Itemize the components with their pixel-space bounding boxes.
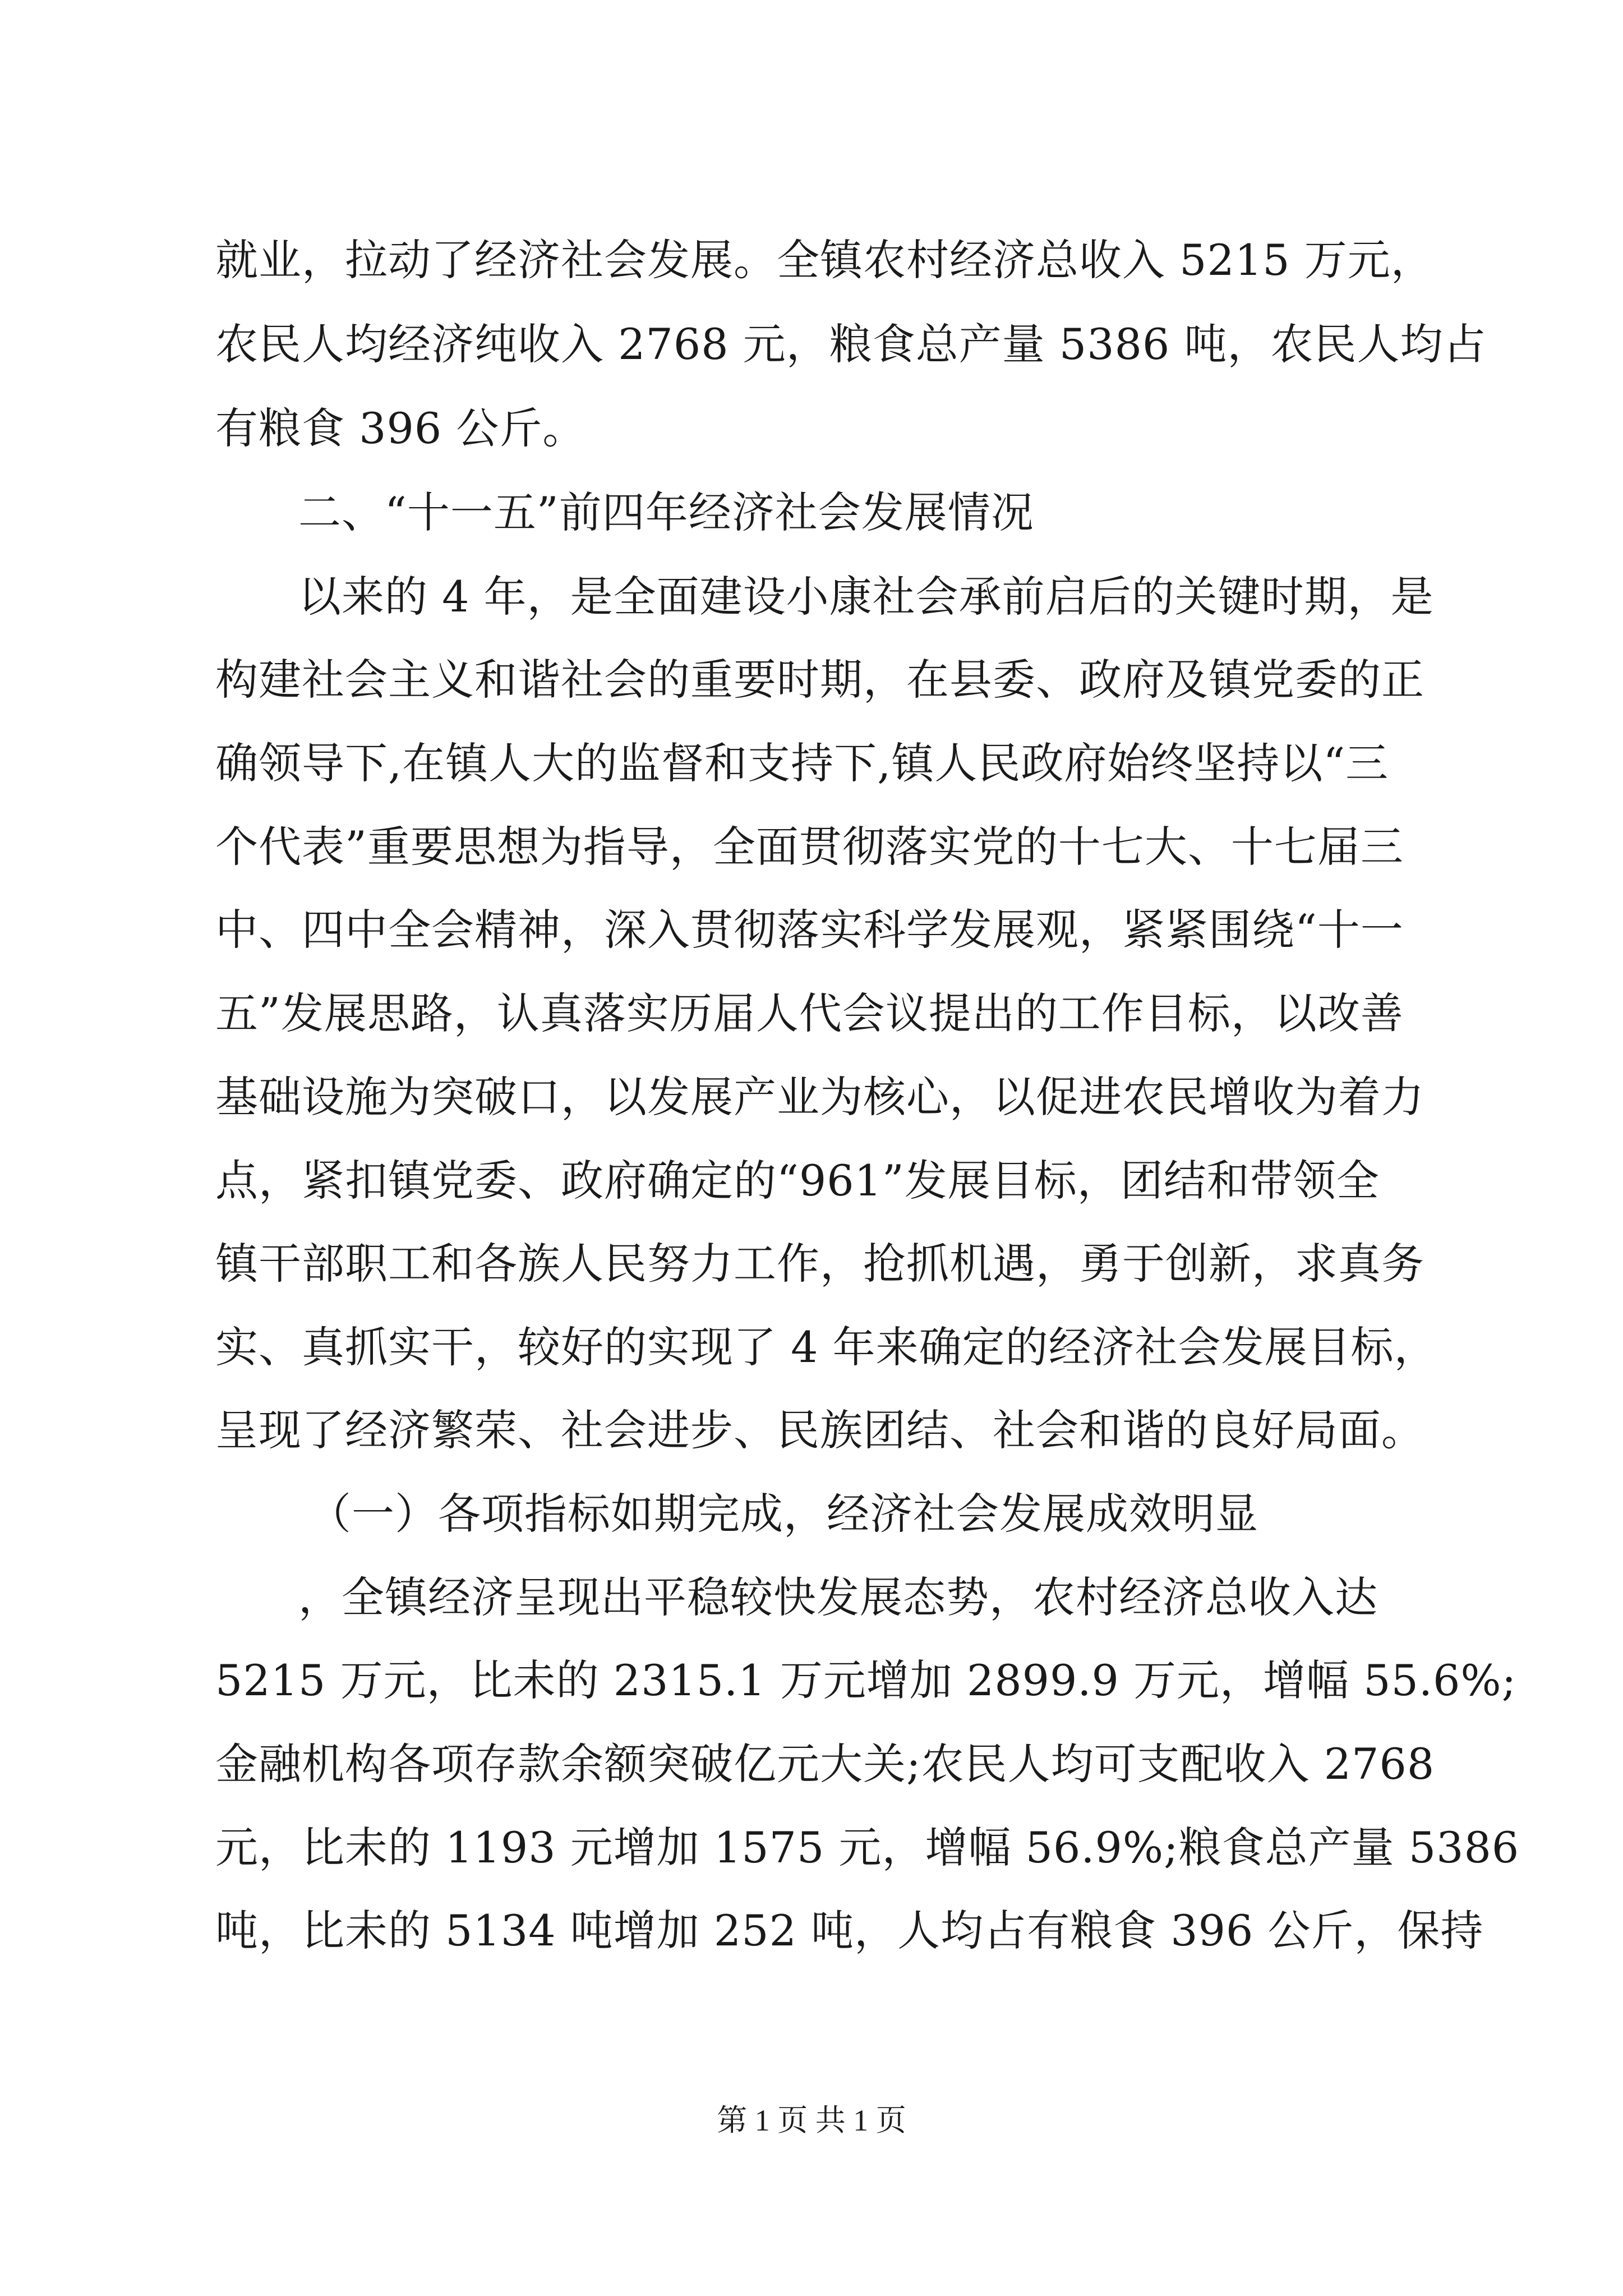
body-text-line: 中、四中全会精神，深入贯彻落实科学发展观，紧紧围绕“十一 bbox=[215, 905, 1404, 955]
body-text-line: 确领导下,在镇人大的监督和支持下,镇人民政府始终坚持以“三 bbox=[215, 738, 1389, 788]
body-text-line: 就业，拉动了经济社会发展。全镇农村经济总收入 5215 万元， bbox=[215, 235, 1434, 285]
body-text-line: 构建社会主义和谐社会的重要时期，在县委、政府及镇党委的正 bbox=[215, 655, 1424, 705]
body-text-line: 呈现了经济繁荣、社会进步、民族团结、社会和谐的良好局面。 bbox=[215, 1405, 1424, 1455]
body-text-line: 金融机构各项存款余额突破亿元大关;农民人均可支配收入 2768 bbox=[215, 1739, 1435, 1789]
body-text-line: 吨，比未的 5134 吨增加 252 吨，人均占有粮食 396 公斤，保持 bbox=[215, 1906, 1484, 1955]
body-text-line: 5215 万元，比未的 2315.1 万元增加 2899.9 万元，增幅 55.6%; bbox=[215, 1655, 1517, 1705]
body-text-line: 有粮食 396 公斤。 bbox=[215, 403, 586, 453]
subsection-heading: （一）各项指标如期完成，经济社会发展成效明显 bbox=[308, 1489, 1258, 1539]
page-footer: 第 1 页 共 1 页 bbox=[717, 2104, 906, 2137]
body-text-line: 以来的 4 年，是全面建设小康社会承前启后的关键时期，是 bbox=[298, 572, 1434, 622]
body-text-line: 镇干部职工和各族人民努力工作，抢抓机遇，勇于创新，求真务 bbox=[215, 1239, 1424, 1289]
body-text-line: 五”发展思路，认真落实历届人代会议提出的工作目标，以改善 bbox=[215, 988, 1404, 1038]
body-text-line: 个代表”重要思想为指导，全面贯彻落实党的十七大、十七届三 bbox=[215, 822, 1404, 872]
section-heading: 二、“十一五”前四年经济社会发展情况 bbox=[298, 487, 1034, 537]
body-text-line: 农民人均经济纯收入 2768 元，粮食总产量 5386 吨，农民人均占 bbox=[215, 319, 1487, 369]
body-text-line: 元，比未的 1193 元增加 1575 元，增幅 56.9%;粮食总产量 5386 bbox=[215, 1823, 1520, 1872]
body-text-line: ，全镇经济呈现出平稳较快发展态势，农村经济总收入达 bbox=[298, 1572, 1378, 1622]
body-text-line: 基础设施为突破口，以发展产业为核心，以促进农民增收为着力 bbox=[215, 1072, 1424, 1122]
body-text-line: 实、真抓实干，较好的实现了 4 年来确定的经济社会发展目标， bbox=[215, 1322, 1437, 1372]
body-text-line: 点，紧扣镇党委、政府确定的“961”发展目标，团结和带领全 bbox=[215, 1156, 1380, 1205]
